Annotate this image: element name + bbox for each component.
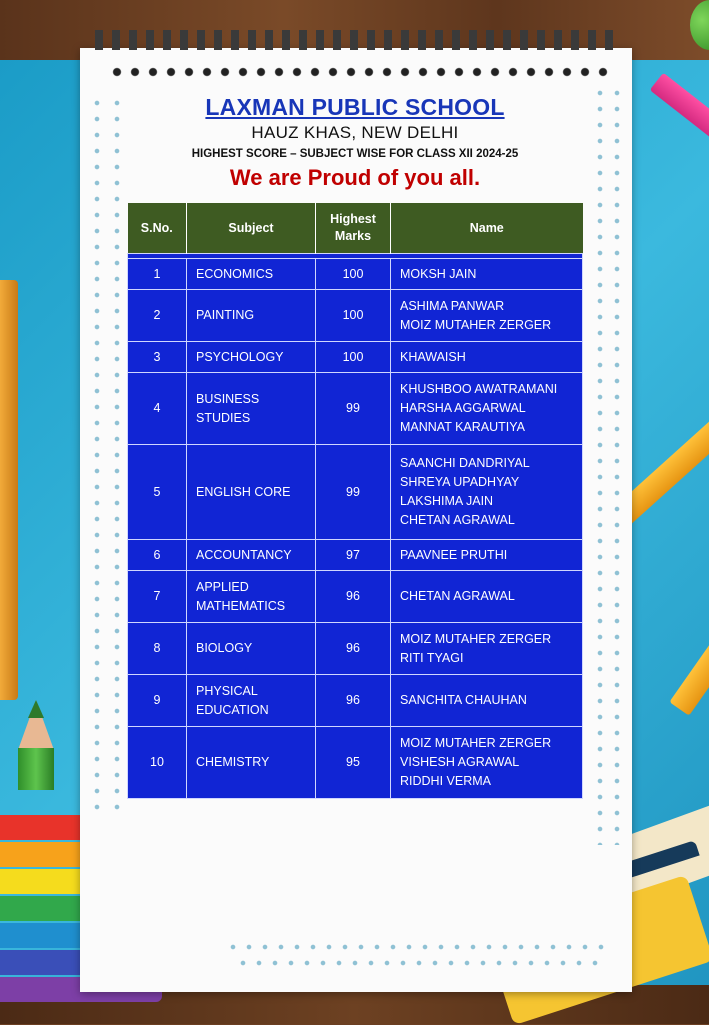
cell-subject (187, 373, 316, 445)
student-name: PAAVNEE PRUTHI (400, 547, 508, 562)
header-sno: S.No. (128, 203, 187, 254)
cell-sno: 2 (128, 290, 187, 342)
cell-marks: 95 (316, 727, 391, 799)
cell-names (391, 342, 583, 373)
header-name: Name (391, 203, 583, 254)
cell-subject (187, 445, 316, 540)
dotted-border-bottom-2 (235, 958, 605, 968)
cell-names (391, 623, 583, 675)
subject-line: PAINTING (196, 308, 255, 322)
cell-sno: 3 (128, 342, 187, 373)
cell-marks: 100 (316, 290, 391, 342)
cell-subject (187, 727, 316, 799)
header-subject: Subject (187, 203, 316, 254)
dotted-border-right (612, 85, 622, 845)
school-name: LAXMAN PUBLIC SCHOOL (205, 94, 505, 120)
cell-names (391, 571, 583, 623)
student-name: CHETAN AGRAWAL (400, 513, 515, 527)
student-name: LAKSHIMA JAIN (400, 494, 494, 508)
table-row (128, 259, 583, 290)
page-header (130, 92, 580, 192)
cell-names (391, 540, 583, 571)
subject-line: MATHEMATICS (196, 598, 286, 613)
subject-line: ECONOMICS (196, 266, 274, 281)
dotted-border-bottom (225, 942, 610, 952)
table-body (128, 259, 583, 799)
table-row (128, 342, 583, 373)
page-subtitle: HIGHEST SCORE – SUBJECT WISE FOR CLASS XII 2024-25 (191, 148, 519, 160)
subject-line: BIOLOGY (196, 641, 253, 655)
student-name: ASHIMA PANWAR (400, 298, 505, 313)
student-name: MOIZ MUTAHER ZERGER (400, 317, 552, 332)
subject-line: STUDIES (196, 410, 251, 425)
cell-names (391, 373, 583, 445)
student-name: MOKSH JAIN (400, 266, 477, 281)
cell-marks: 100 (316, 342, 391, 373)
student-name: RIDDHI VERMA (400, 774, 491, 788)
student-name: HARSHA AGGARWAL (400, 401, 526, 415)
cell-marks: 99 (316, 445, 391, 540)
dotted-border-left-inner (112, 95, 122, 815)
header-marks-line1: Highest (330, 212, 376, 226)
orange-pencil-decoration (0, 280, 18, 700)
table-header-row (128, 203, 583, 254)
subject-line: ENGLISH CORE (196, 484, 291, 499)
cell-sno: 1 (128, 259, 187, 290)
cell-sno: 10 (128, 727, 187, 799)
table-row (128, 623, 583, 675)
subject-line: ACCOUNTANCY (196, 547, 292, 562)
header-marks-line2: Marks (334, 229, 372, 243)
subject-line: CHEMISTRY (196, 755, 270, 769)
table-row (128, 445, 583, 540)
cell-subject (187, 259, 316, 290)
table-row (128, 727, 583, 799)
table-row (128, 675, 583, 727)
scores-table (127, 203, 583, 799)
header-marks (316, 203, 391, 254)
cell-marks: 96 (316, 675, 391, 727)
student-name: MOIZ MUTAHER ZERGER (400, 736, 552, 750)
cell-subject (187, 571, 316, 623)
cell-sno: 6 (128, 540, 187, 571)
cell-names (391, 259, 583, 290)
cell-names (391, 445, 583, 540)
student-name: VISHESH AGRAWAL (400, 755, 520, 769)
subject-line: PSYCHOLOGY (196, 349, 284, 364)
table-row (128, 373, 583, 445)
dotted-border-left (92, 95, 102, 815)
dotted-border-right-inner (595, 85, 605, 845)
cell-marks: 100 (316, 259, 391, 290)
green-pencil-decoration (10, 700, 62, 790)
cell-sno: 8 (128, 623, 187, 675)
cell-sno: 5 (128, 445, 187, 540)
table-row (128, 571, 583, 623)
student-name: CHETAN AGRAWAL (400, 589, 515, 603)
cell-sno: 7 (128, 571, 187, 623)
cell-marks: 96 (316, 571, 391, 623)
subject-line: EDUCATION (196, 702, 269, 717)
subject-line: APPLIED (196, 579, 249, 594)
student-name: SANCHITA CHAUHAN (400, 693, 527, 707)
student-name: MOIZ MUTAHER ZERGER (400, 631, 552, 646)
cell-marks: 99 (316, 373, 391, 445)
cell-names (391, 675, 583, 727)
cell-subject (187, 290, 316, 342)
student-name: RITI TYAGI (400, 650, 464, 665)
subject-line: PHYSICAL (196, 683, 258, 698)
table-row (128, 540, 583, 571)
student-name: KHUSHBOO AWATRAMANI (400, 382, 558, 396)
cell-sno: 4 (128, 373, 187, 445)
student-name: KHAWAISH (400, 349, 466, 364)
cell-names (391, 290, 583, 342)
cell-sno: 9 (128, 675, 187, 727)
cell-subject (187, 342, 316, 373)
student-name: MANNAT KARAUTIYA (400, 420, 526, 434)
table-row (128, 290, 583, 342)
cell-names (391, 727, 583, 799)
cell-subject (187, 675, 316, 727)
subject-line: BUSINESS (196, 391, 260, 406)
cell-subject (187, 540, 316, 571)
cell-marks: 96 (316, 623, 391, 675)
spiral-binding (95, 30, 615, 50)
student-name: SHREYA UPADHYAY (400, 475, 520, 489)
school-location: HAUZ KHAS, NEW DELHI (251, 123, 459, 142)
tagline: We are Proud of you all. (229, 165, 481, 190)
cell-marks: 97 (316, 540, 391, 571)
binding-holes (108, 66, 608, 78)
student-name: SAANCHI DANDRIYAL (400, 456, 530, 470)
cell-subject (187, 623, 316, 675)
